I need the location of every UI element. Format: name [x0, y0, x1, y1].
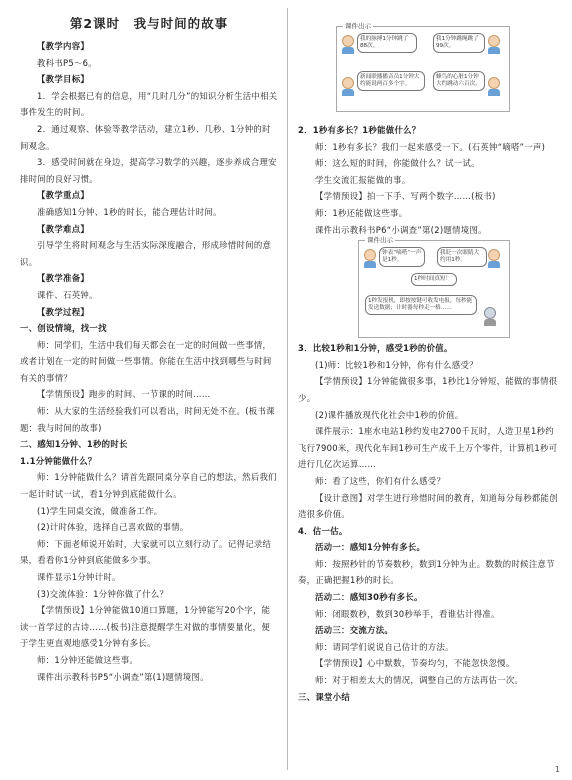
child-figure	[341, 77, 355, 95]
paragraph: 课件、石英钟。	[37, 289, 98, 300]
speech-bubble: 我1分钟跳绳跳了99次。	[433, 33, 485, 53]
paragraph: 师：对于相差太大的情况，调整自己的方法再估一次。	[315, 675, 524, 686]
paragraph: 课件出示教科书P5“小调查”第(1)题情境图。	[37, 671, 209, 682]
speech-bubble: 我眨一次眼睛大约用1秒。	[437, 247, 487, 267]
speech-bubble: 1秒时间真短！	[411, 273, 457, 286]
paragraph: 师：1分钟能做什么？请首先跟同桌分享自己的想法，然后我们一起计时试一试，看1分钟到底能做什么。	[20, 472, 277, 500]
speech-bubble: 我的脉搏1分钟跳了88次。	[357, 33, 417, 53]
page-title: 第2课时 我与时间的故事	[69, 16, 229, 31]
child-figure	[363, 249, 377, 267]
paragraph: 4．估一估。	[298, 525, 348, 536]
paragraph: 课件展示：1座水电站1秒约发电2700千瓦时，人造卫星1秒约飞行7900米，现代化车间1秒可生产成千上万个零件，计算机1秒可进行几亿次运算……	[298, 426, 558, 470]
figure-one-second	[358, 236, 510, 338]
child-figure	[487, 35, 501, 53]
paragraph: 课件出示教科书P6“小调查”第(2)题情境图。	[315, 224, 487, 235]
paragraph: 师：1秒有多长？我们一起来感受一下。(石英钟“嘀嗒”一声)	[315, 141, 546, 152]
paragraph: 教科书P5～6。	[37, 57, 97, 68]
paragraph: 【学情预设】拍一下手、写两个数字……(板书)	[315, 191, 496, 202]
paragraph: 【学情预设】1分钟能做很多事，1秒比1分钟短，能做的事情很少。	[298, 376, 558, 403]
paragraph: 师：闭眼数秒，数到30秒举手，看谁估计得准。	[315, 608, 500, 619]
paragraph: 【学情预设】跑步的时间、一节课的时间……	[37, 389, 211, 400]
paragraph: 【教学重点】	[37, 190, 90, 201]
paragraph: 引导学生将时间观念与生活实际深度融合，形成珍惜时间的意识。	[20, 240, 272, 267]
paragraph: 1．学会根据已有的信息，用“几时几分”的知识分析生活中相关事件发生的时间。	[20, 90, 278, 118]
left-column	[20, 0, 278, 685]
paragraph: (2)计时体验，选择自己喜欢做的事情。	[37, 522, 189, 533]
figure-pulse-survey	[336, 22, 510, 112]
figure-label: 课件出示	[367, 236, 393, 245]
paragraph: (1)学生同桌交流，做准备工作。	[37, 505, 163, 516]
paragraph: 活动二：感知30秒有多长。	[315, 592, 423, 603]
paragraph: 师：从大家的生活经验我们可以看出，时间无处不在。(板书课题：我与时间的故事)	[20, 406, 275, 433]
child-figure	[487, 77, 501, 95]
paragraph: 2．1秒有多长？1秒能做什么？	[298, 125, 421, 135]
paragraph: 三、课堂小结	[298, 691, 351, 702]
paragraph: 学生交流汇报能做的事。	[315, 174, 411, 185]
paragraph: 【学情预设】心中默数，节奏均匀，不能忽快忽慢。	[315, 658, 515, 669]
paragraph: 师：1分钟还能做这些事。	[37, 654, 139, 665]
paragraph: 师：1秒还能做这些事。	[315, 207, 408, 218]
speech-bubble: 蜂鸟的心脏1分钟大约跳动六百次。	[433, 71, 485, 91]
paragraph: 活动一：感知1分钟有多长。	[315, 542, 426, 553]
paragraph: 1.1分钟能做什么？	[20, 455, 97, 466]
column-divider	[287, 8, 288, 770]
paragraph: 师：同学们，生活中我们每天都会在一定的时间做一些事情，或者计划在一定的时间做一些事情。你能在生活中找到哪些与时间有关的事情？	[20, 339, 272, 383]
paragraph: 活动三：交流方法。	[315, 625, 394, 636]
paragraph: 课件显示1分钟计时。	[37, 572, 121, 582]
paragraph: 【设计意图】对学生进行珍惜时间的教育，知道每分每秒都能创造很多价值。	[298, 492, 558, 520]
right-column	[298, 0, 560, 705]
paragraph: 师：下面老师说开始时，大家就可以立刻行动了。记得记录结果，看看你1分钟到底能做多少事。	[20, 538, 272, 566]
paragraph: 师：这么短的时间，你能做什么？试一试。	[315, 158, 480, 169]
child-figure	[487, 249, 501, 267]
speech-bubble: 钟表“嘀嗒”一声是1秒。	[379, 247, 425, 267]
paragraph: 师：看了这些，你们有什么感受？	[315, 475, 446, 486]
paragraph: 师：按照秒针的节奏数秒，数到1分钟为止。数数的时候注意节奏，正确把握1秒的时长。	[298, 558, 555, 586]
speech-bubble: 新闻联播播音员1分钟大约能说两百多个字。	[357, 71, 425, 91]
left-body	[20, 38, 278, 685]
figure-label: 课件出示	[345, 22, 371, 30]
right-body-bottom	[298, 340, 560, 705]
paragraph: (1)师：比较1秒和1分钟，你有什么感受？	[315, 359, 478, 370]
paragraph: 【教学目标】	[37, 74, 90, 85]
paragraph: 3．比较1秒和1分钟，感受1秒的价值。	[298, 343, 453, 354]
page-number: 1	[554, 765, 560, 774]
right-body-top	[298, 122, 560, 238]
robot-figure	[483, 307, 497, 325]
paragraph: 准确感知1分钟、1秒的时长，能合理估计时间。	[37, 206, 222, 217]
paragraph: 师：请同学们说说自己估计的方法。	[315, 641, 454, 652]
paragraph: 【教学难点】	[37, 223, 90, 234]
paragraph: 【教学过程】	[37, 306, 90, 317]
speech-bubble: 1秒发报机，即按按键可收发电报，每秒能发送数据；计时器每秒走一格……	[365, 295, 477, 315]
paragraph: 【学情预设】1分钟能做10道口算题，1分钟能写20个字，能读一首学过的古诗……(板书)注意提醒学生对做的事情要量化，便于学生更直观地感受1分钟有多长。	[20, 605, 271, 649]
child-figure	[341, 35, 355, 53]
paragraph: 2．通过观察、体验等教学活动，建立1秒、几秒、1分钟的时间观念。	[20, 123, 271, 151]
paragraph: (2)课件播放现代化社会中1秒的价值。	[315, 409, 464, 420]
paragraph: 二、感知1分钟、1秒的时长	[20, 439, 128, 450]
paragraph: 【教学准备】	[37, 273, 90, 284]
paragraph: 【教学内容】	[37, 41, 90, 51]
paragraph: 一、创设情境，找一找	[20, 323, 107, 334]
paragraph: (3)交流体验：1分钟你做了什么？	[37, 588, 169, 599]
paragraph: 3．感受时间就在身边，提高学习数学的兴趣，逐步养成合理安排时间的良好习惯。	[20, 157, 277, 184]
